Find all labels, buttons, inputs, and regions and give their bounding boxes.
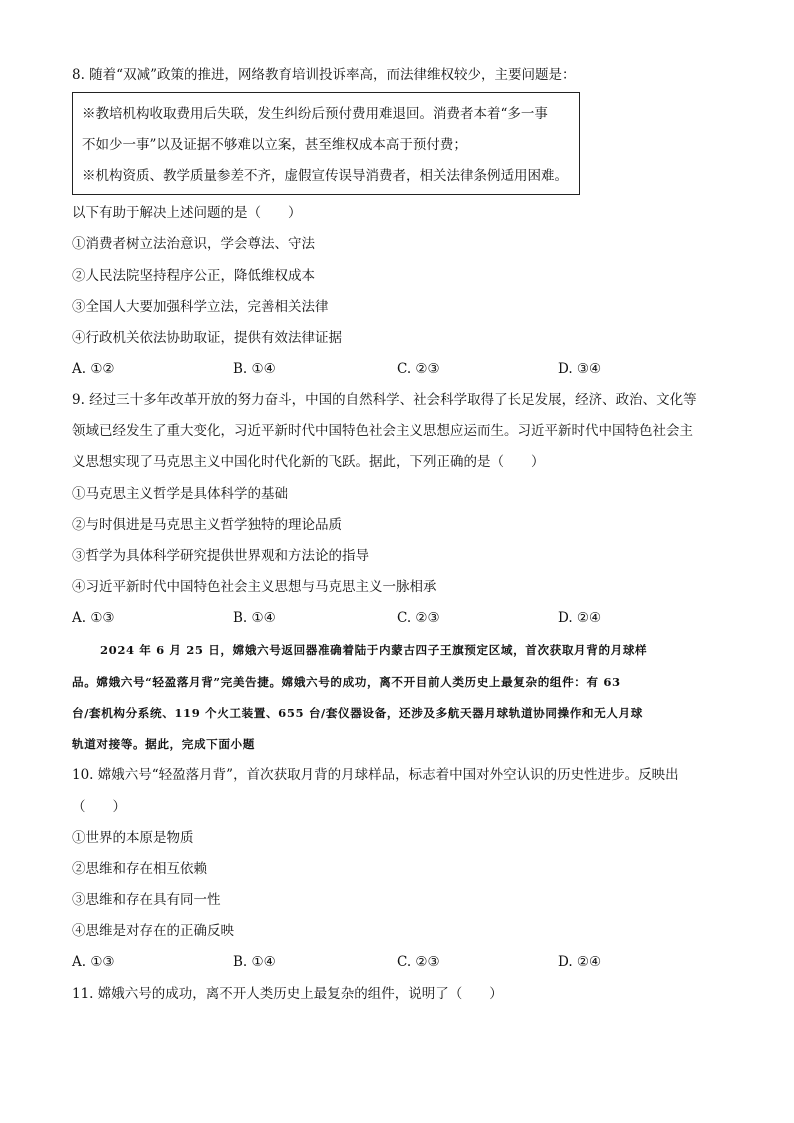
q9-option-c[interactable]: C. ②③ [397,610,440,626]
material-line-4: 轨道对接等。据此，完成下面小题 [72,737,255,751]
q9-statement-1: ①马克思主义哲学是具体科学的基础 [72,486,288,502]
q9-statement-4: ④习近平新时代中国特色社会主义思想与马克思主义一脉相承 [72,579,437,595]
material-line-3: 台/套机构分系统、119 个火工装置、655 台/套仪器设备，还涉及多航天器月球轨道协同操作和无人月球 [72,706,643,720]
q10-option-b[interactable]: B. ①④ [233,954,276,970]
q9-option-b[interactable]: B. ①④ [233,610,276,626]
q8-stem: 8. 随着“双减”政策的推进，网络教育培训投诉率高，而法律维权较少，主要问题是： [72,67,576,83]
q10-stem-line-1: 10. 嫦娥六号“轻盈落月背”，首次获取月背的月球样品，标志着中国对外空认识的历史性进步。反映出 [72,767,679,783]
q8-material-box [72,92,580,195]
q8-statement-2: ②人民法院坚持程序公正，降低维权成本 [72,268,315,284]
q10-stem-line-2: （ ） [72,799,126,815]
q11-stem: 11. 嫦娥六号的成功，离不开人类历史上最复杂的组件，说明了（ ） [72,986,503,1002]
q9-option-d[interactable]: D. ②④ [558,610,602,626]
q10-option-c[interactable]: C. ②③ [397,954,440,970]
q10-statement-1: ①世界的本原是物质 [72,830,194,846]
q8-statement-3: ③全国人大要加强科学立法，完善相关法律 [72,299,329,315]
q10-option-d[interactable]: D. ②④ [558,954,602,970]
material-line-1: 2024 年 6 月 25 日，嫦娥六号返回器准确着陆于内蒙古四子王旗预定区域，首次获取月背的月球样 [100,643,648,657]
q10-statement-3: ③思维和存在具有同一性 [72,892,221,908]
q8-option-a[interactable]: A. ①② [72,361,115,377]
q9-stem-line-1: 9. 经过三十多年改革开放的努力奋斗，中国的自然科学、社会科学取得了长足发展，经济、政治、文化等 [72,392,697,408]
q10-statement-2: ②思维和存在相互依赖 [72,861,207,877]
q10-statement-4: ④思维是对存在的正确反映 [72,923,234,939]
q8-option-c[interactable]: C. ②③ [397,361,440,377]
q9-option-a[interactable]: A. ①③ [72,610,115,626]
q8-box-line-2: 不如少一事”以及证据不够难以立案，甚至维权成本高于预付费； [82,137,467,153]
q8-box-line-3: ※机构资质、教学质量参差不齐，虚假宣传误导消费者，相关法律条例适用困难。 [82,168,568,184]
q8-statement-1: ①消费者树立法治意识，学会尊法、守法 [72,236,315,252]
material-line-2: 品。嫦娥六号“轻盈落月背”完美告捷。嫦娥六号的成功，离不开目前人类历史上最复杂的组件：有 63 [72,675,621,689]
q10-option-a[interactable]: A. ①③ [72,954,115,970]
q8-question: 以下有助于解决上述问题的是（ ） [72,205,302,221]
q8-box-line-1: ※教培机构收取费用后失联，发生纠纷后预付费用难退回。消费者本着“多一事 [82,106,548,122]
q9-statement-2: ②与时俱进是马克思主义哲学独特的理论品质 [72,517,342,533]
q9-stem-line-3: 义思想实现了马克思主义中国化时代化新的飞跃。据此，下列正确的是（ ） [72,454,545,470]
q9-stem-line-2: 领域已经发生了重大变化，习近平新时代中国特色社会主义思想应运而生。习近平新时代中国特色社会主 [72,423,693,439]
q8-option-b[interactable]: B. ①④ [233,361,276,377]
q8-option-d[interactable]: D. ③④ [558,361,602,377]
q9-statement-3: ③哲学为具体科学研究提供世界观和方法论的指导 [72,548,369,564]
q8-statement-4: ④行政机关依法协助取证，提供有效法律证据 [72,330,342,346]
